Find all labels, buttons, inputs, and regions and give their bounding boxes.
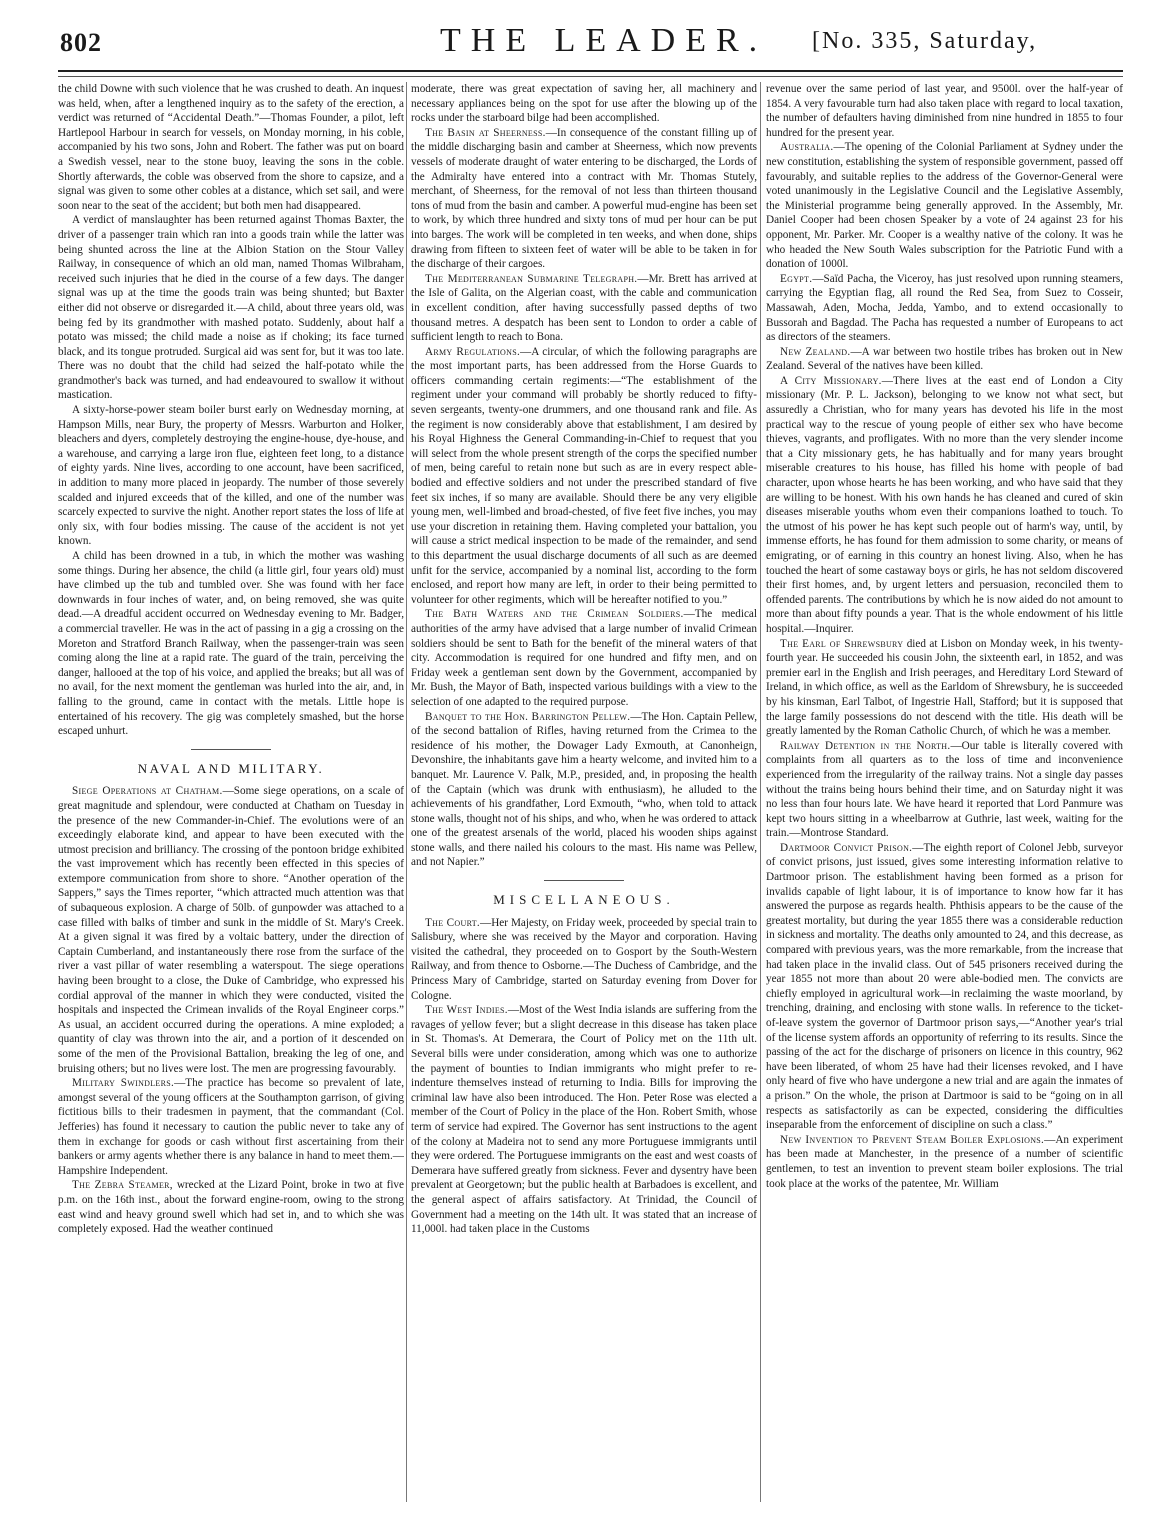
article-paragraph xyxy=(766,1133,1123,1191)
article-text: —Our table is literally covered with complaints from all quarters as to the loss of time and inconvenience experienced from the irregularity of the railway trains. Not a single day passes without the trains being hours behind their time, and on Saturday night it was no less than four hours late. We have heard it reported that Lord Panmure was kept two hours sitting in a wheelbarrow at Guthrie, last week, waiting for the train.—Montrose Standard. xyxy=(766,739,1123,840)
column-3 xyxy=(766,82,1123,1502)
article-paragraph xyxy=(766,272,1123,345)
article-paragraph: moderate, there was great expectation of saving her, all machinery and necessary appliances being on the spot for use after the blowing up of the rocks under the starboard bilge had been accomplished. xyxy=(411,83,757,125)
article-title: The Zebra Steamer, xyxy=(72,1179,173,1192)
section-heading-miscellaneous: MISCELLANEOUS. xyxy=(493,892,675,908)
article-paragraph xyxy=(58,1178,404,1236)
article-text: —An experiment has been made at Manchester, in the presence of a number of scientific gentlemen, to test an invention to prevent steam boiler explosions. The trial took place at the works of the patentee, Mr. William xyxy=(766,1133,1123,1190)
column-2 xyxy=(411,82,757,1502)
article-text: died at Lisbon on Monday week, in his twenty-fourth year. He succeeded his cousin John, the sixteenth earl, in 1852, and was premier earl in the English and Irish peerages, and Hereditary Lord Steward of Ireland, in which office, as well as the Earldom of Shrewsbury, he is succeeded by his kinsman, Earl Talbot, of Ingestrie Hall, Stafford; but it is supposed that the large family possessions do not descend with the title. His death will be greatly lamented by the Roman Catholic Church, of which he was a member. xyxy=(766,637,1123,738)
section-heading-naval-military: NAVAL AND MILITARY. xyxy=(137,760,325,776)
header-rule xyxy=(58,70,1123,72)
issue-number: [No. 335, Saturday, xyxy=(812,28,1038,54)
article-paragraph xyxy=(766,841,1123,1133)
article-text: —The opening of the Colonial Parliament at Sydney under the new constitution, establishing the system of responsible government, passed off favourably, and suitable replies to the address of the Governor-General were voted unanimously in the Legislative Council and the Legislative Assembly, the Ministerial programme being generally approved. In the Assembly, Mr. Daniel Cooper had been chosen Speaker by a vote of 24 against 23 for his opponent, Mr. Parker. Mr. Cooper is a wealthy native of the colony. It was he who headed the New South Wales subscription for the Patriotic Fund with a donation of 1000l. xyxy=(766,141,1123,271)
article-title: Siege Operations at Chatham. xyxy=(72,785,223,798)
article-title: The Bath Waters and the Crimean Soldiers. xyxy=(425,608,684,621)
article-paragraph xyxy=(411,916,757,1004)
article-text: —A war between two hostile tribes has broken out in New Zealand. Several of the natives have been killed. xyxy=(766,345,1123,373)
column-divider xyxy=(406,82,407,1502)
article-title: Australia. xyxy=(780,141,834,154)
article-text: —The medical authorities of the army have advised that a large number of invalid Crimean soldiers should be sent to Bath for the benefit of the mineral waters of that city. Accommodation is required for one hundred and fifty men, and on Friday week a gentleman sent down by the Government, accompanied by Mr. Bush, the Mayor of Bath, inspected various buildings with a view to the selection of one adapted to the required purpose. xyxy=(411,608,757,708)
article-text: —The practice has become so prevalent of late, amongst several of the young officers at the Southampton garrison, of giving fictitious bills to their tradesmen in payment, that the commandant (Col. Jefferies) has found it necessary to caution the public never to take any of them in exchange for goods or cash without first ascertaining from their bankers or army agents whether there is any balance in hand to meet them.—Hampshire Independent. xyxy=(58,1077,404,1177)
column-divider xyxy=(760,82,761,1502)
page-number: 802 xyxy=(60,28,102,57)
section-divider xyxy=(191,749,271,750)
article-title: The Earl of Shrewsbury xyxy=(780,637,904,650)
article-paragraph xyxy=(411,1003,757,1237)
article-title: Railway Detention in the North. xyxy=(780,739,951,752)
article-text: wrecked at the Lizard Point, broke in two at five p.m. on the 16th inst., about the forward engine-room, owing to the strong east wind and heavy ground swell which had set in, and to which she was completely exposed. Had the weather continued xyxy=(58,1179,404,1236)
article-text: —Most of the West India islands are suffering from the ravages of yellow fever; but a slight decrease in this disease has taken place in St. Thomas's. At Demerara, the Court of Policy met on the 11th ult. Several bills were under consideration, among which was one to authorize the payment of bounties to Indian immigrants who might prefer to re-indenture themselves instead of returning to India. Bills for improving the criminal law have also been introduced. The Hon. Peter Rose was elected a member of the Court of Policy in the place of the Hon. Robert Smith, whose term of service had expired. The Governor has sent instructions to the agent of the colony at Madeira not to send any more Portuguese immigrants until they were ordered. The Portuguese immigrants on the east and west coasts of Demerara have suffered greatly from sickness. Fever and dysentry have been prevalent at Georgetown; but the public health at Barbadoes is excellent, and the general aspect of affairs satisfactory. At Trinidad, the Council of Government had a meeting on the 14th ult. It was stated that an increase of 11,000l. had taken place in the Customs xyxy=(411,1004,757,1236)
article-paragraph xyxy=(58,1076,404,1178)
article-paragraph xyxy=(766,739,1123,841)
article-paragraph xyxy=(766,374,1123,637)
article-paragraph xyxy=(58,784,404,1076)
masthead-title: THE LEADER. xyxy=(440,22,768,59)
article-paragraph xyxy=(766,140,1123,271)
article-title: Military Swindlers. xyxy=(72,1077,175,1090)
article-paragraph xyxy=(766,345,1123,374)
article-title: Army Regulations. xyxy=(425,345,521,358)
article-text: —Saïd Pacha, the Viceroy, has just resolved upon running steamers, carrying the Egyptian flag, all round the Red Sea, from Suez to Cosseir, Massawah, Aden, Mocha, Jedda, Yambo, and to extend occasionally to Bussorah and Bagdad. The Pacha has requested a number of Europeans to act as directors of the steamers. xyxy=(766,272,1123,344)
article-title: New Zealand. xyxy=(780,345,851,358)
article-text: —A circular, of which the following paragraphs are the most important parts, has been addressed from the Horse Guards to officers commanding certain regiments:—“The establishment of the regiment under your command will probably be shortly reduced to fifty-seven sergeants, twenty-one drummers, and one thousand rank and file. As the regiment is now considerably above that establishment, I am desired by his Royal Highness the General Commanding-in-Chief to request that you will select from the whole present strength of the corps the specified number of men, being careful to retain none but such as are in every respect able-bodied and effective soldiers and not under the prescribed standard of five feet six inches, if so many are available. Should there be any very eligible young men, well-limbed and broad-chested, of five feet five inches, you may use your discretion in retaining them. Having completed your battalion, you will cause a strict medical inspection to be made of the remainder, and send to this department the usual discharge documents of all such as are deemed unfit for the service, accompanied by a nominal list, according to the form enclosed, and report how many are left, in order to their being permitted to volunteer for other regiments, which will be hereafter notified to you.” xyxy=(411,345,757,606)
article-paragraph xyxy=(411,272,757,345)
article-title: Banquet to the Hon. Barrington Pellew. xyxy=(425,710,631,723)
article-paragraph: the child Downe with such violence that he was crushed to death. An inquest was held, when, after a lengthened inquiry as to the safety of the erection, a verdict was returned of “Accidental Death.”—Thomas Founder, a pilot, left Hartlepool Harbour in search for vessels, on Monday morning, in his coble, accompanied by his two sons, John and Robert. The father was put on board a Swedish vessel, near to the stone buoy, leaving the sons in the coble. Shortly afterwards, the coble was observed from the shore to capsize, and a signal was given to some other cobles at a distance, which set sail, and were soon near to the seat of the accident; but both men had disappeared. xyxy=(58,83,404,212)
article-text: —The Hon. Captain Pellew, of the second battalion of Rifles, having returned from the Crimea to the residence of his mother, the Dowager Lady Exmouth, at Canonheign, Devonshire, the inhabitants gave him a hearty welcome, and invited him to a banquet. Mr. Laurence V. Palk, M.P., presided, and, in proposing the health of the Captain (which was drunk with enthusiasm), he alluded to the achievements of his grandfather, Lord Exmouth, “who, when told to attack stone walls, thought not of his ships, and who, when he was ordered to attack one of the greatest arsenals of the world, placed his wooden ships against stone walls, and there nailed his colours to the mast. His name was Pellew, and not Napier.” xyxy=(411,710,757,869)
article-paragraph: A sixty-horse-power steam boiler burst early on Wednesday morning, at Hampson Mills, near Bury, the property of Messrs. Warburton and Holker, bleachers and dyers, completely destroying the engine-house, dye-house, and a warehouse, and carrying a large iron flue, eighteen feet long, to a distance of eighty yards. Nine lives, according to one account, have been sacrificed, in addition to many more placed in jeopardy. The number of those severely scalded and injured exceeds that of the killed, and one of the number was scarcely expected to survive the night. Another report states the loss of life at only six, with four bodies missing. The cause of the accident is not yet known. xyxy=(58,404,404,548)
header-rule-thin xyxy=(58,76,1123,77)
article-paragraph xyxy=(411,126,757,272)
article-title: A City Missionary. xyxy=(780,374,882,387)
article-paragraph: A verdict of manslaughter has been returned against Thomas Baxter, the driver of a passenger train which ran into a goods train while the latter was being shunted across the line at the Albion Station on the Stour Valley Railway, in consequence of which an old man, named Thomas Wilbraham, received such injuries that he died in the course of a few days. The danger signal was up at the time the goods train was being shunted; but Baxter either did not observe or disregarded it.—A child, about three years old, was being fed by its grandmother with mashed potato. Suddenly, about half a potato was missed; the child made a noise as if choking; its face turned black, and its tongue protruded. Surgical aid was sent for, but it was too late. There was no doubt that the child had seized the half-potato while the grandmother's back was turned, and had endeavoured to swallow it without mastication. xyxy=(58,214,404,402)
article-text: —There lives at the east end of London a City missionary (Mr. P. L. Jackson), belonging to we know not what sect, but assuredly a Christian, who for many years has devoted his life in the most practical way to the rescue of young people of either sex who have become thieves, vagrants, and profligates. With no more than the very slender income that a City missionary gets, he has habitually and for many years brought miserable creatures to his house, has filled his home with people of bad character, upon whose hearts he has been working, and who have said that they are willing to be honest. With his own hands he has cleaned and cured of skin diseases miserable youths whom even their companions loathed to touch. To the utmost of his power he has kept such people out of harm's way, until, by immense efforts, he has found for them admission to some charity, or means of emigrating, or of earning in this country an honest living. Also, when he has touched the heart of some castaway boys or girls, he has not seldom discovered their first homes, and, by urgent letters and persuasion, reconciled them to offended parents. The contributions by which he is now aided do not amount to more than about fifty pounds a year. That is the whole endowment of his little hospital.—Inquirer. xyxy=(766,374,1123,635)
article-text: —Her Majesty, on Friday week, proceeded by special train to Salisbury, where she was received by the Mayor and corporation. Having visited the cathedral, they proceeded on to Gosport by the South-Western Railway, and from thence to Osborne.—The Duchess of Cambridge, and the Princess Mary of Cambridge, started on Saturday evening from Dover for Cologne. xyxy=(411,916,757,1002)
article-title: Dartmoor Convict Prison. xyxy=(780,841,913,854)
article-text: —Mr. Brett has arrived at the Isle of Galita, on the Algerian coast, with the cable and communication in excellent condition, after having successfully passed depths of two thousand metres. A despatch has been sent to London to order a cable of sufficient length to reach to Bona. xyxy=(411,272,757,344)
article-paragraph: A child has been drowned in a tub, in which the mother was washing some things. During her absence, the child (a little girl, four years old) must have climbed up the tub and tumbled over. She was found with her face downwards in four inches of water, and, on being removed, she was quite dead.—A dreadful accident occurred on Wednesday evening to Mr. Badger, a commercial traveller. He was in the act of passing in a gig a crossing on the Moreton and Stratford Branch Railway, when the passenger-train was seen coming along the line at a rapid rate. The guard of the train, perceiving the danger, hallooed at the top of his voice, and applied the breaks; but all was of no avail, for the next moment the gentleman was hurled into the air, and, in falling to the ground, came in contact with the metals. Little hope is entertained of his recovery. The gig was completely smashed, but the horse escaped unhurt. xyxy=(58,550,404,738)
article-text: —In consequence of the constant filling up of the middle discharging basin and camber at Sheerness, which now prevents vessels of moderate draught of water entering to be discharged, the Lords of the Admiralty have entered into a contract with Mr. Thomas Stutely, merchant, of Sheerness, for the removal of not less than thirteen thousand tons of mud from the basin and camber. A powerful mud-engine has been set to work, by which three hundred and sixty tons of mud per hour can be put into barges. The work will be completed in ten weeks, and when done, ships drawing from fifteen to sixteen feet of water will be able to be taken in for the discharge of their cargoes. xyxy=(411,126,757,271)
article-paragraph: revenue over the same period of last year, and 9500l. over the half-year of 1854. A very favourable turn had also taken place with regard to local taxation, the number of defaulters having diminished from nine hundred in 1855 to four hundred for the present year. xyxy=(766,83,1123,139)
article-paragraph xyxy=(766,637,1123,739)
article-title: The West Indies. xyxy=(425,1004,508,1017)
section-divider xyxy=(544,880,624,881)
article-title: The Basin at Sheerness. xyxy=(425,126,546,139)
article-text: —Some siege operations, on a scale of great magnitude and splendour, were conducted at Chatham on Tuesday in the presence of the new Commander-in-Chief. The evolutions were of an exceedingly elaborate kind, and appear to have been executed with the utmost precision and brilliancy. The crossing of the pontoon bridge exhibited the vast improvement which has recently been effected in this species of extempore communication from shore to shore. “Another operation of the Sappers,” says the Times reporter, “which attracted much attention was that of subaqueous explosion. A charge of 50lb. of gunpowder was attached to a case filled with balks of timber and sunk in the middle of St. Mary's Creek. At a given signal it was fired by a voltaic battery, under the direction of Captain Cumberland, and instantaneously there rose from the surface of the river a vast pillar of water resembling a waterspout. The siege operations having been brought to a close, the Duke of Cambridge, who expressed his cordial approval of the manner in which they were conducted, visited the hospitals and inspected the Crimean invalids of the Royal Engineer corps.” As usual, an accident occurred during the operations. A mine exploded; a quantity of clay was thrown into the air, and a portion of it descended on some of the men of the Provisional Battalion, breaking the leg of one, and bruising others; but no lives were lost. The men are progressing favourably. xyxy=(58,785,404,1075)
article-paragraph xyxy=(411,345,757,608)
article-paragraph xyxy=(411,710,757,871)
article-text: —The eighth report of Colonel Jebb, surveyor of convict prisons, just issued, gives some interesting information relative to Dartmoor prison. The establishment having been formed as a prison for invalids capable of light labour, it is of importance to know how far it has answered the purpose as regards health. Phthisis appears to be the cause of the greatest mortality, but during the year 1855 there was a considerable reduction in sickness and mortality. The deaths only amounted to 24, and this decrease, as compared with previous years, was the more remarkable, from the increase that had taken place in the invalid class. Out of 545 prisoners received during the year 1855 not more than about 20 were able-bodied men. The convicts are chiefly employed in agricultural work—in reclaiming the waste moorland, by trenching, draining, and enclosing with stone walls. In reference to the ticket-of-leave system the governor of Dartmoor prison says,—“Another year's trial of the license system affords an opportunity of referring to its results. Since the passing of the act for the discharge of prisoners on licence in this country, 962 have been liberated, of whom 25 have had their licenses revoked, and I have only heard of five who have undergone a new trial and are again the inmates of a prison.” On the whole, the prison at Dartmoor is said to be “going on in all respects as satisfactorily as can be expected, considering the difficulties inseparable from the enforcement of discipline on such a class.” xyxy=(766,841,1123,1132)
article-paragraph xyxy=(411,607,757,709)
article-title: The Court. xyxy=(425,916,481,929)
column-1 xyxy=(58,82,404,1502)
article-title: The Mediterranean Submarine Telegraph. xyxy=(425,272,638,285)
article-title: Egypt. xyxy=(780,272,813,285)
article-title: New Invention to Prevent Steam Boiler Explosions. xyxy=(780,1133,1045,1146)
